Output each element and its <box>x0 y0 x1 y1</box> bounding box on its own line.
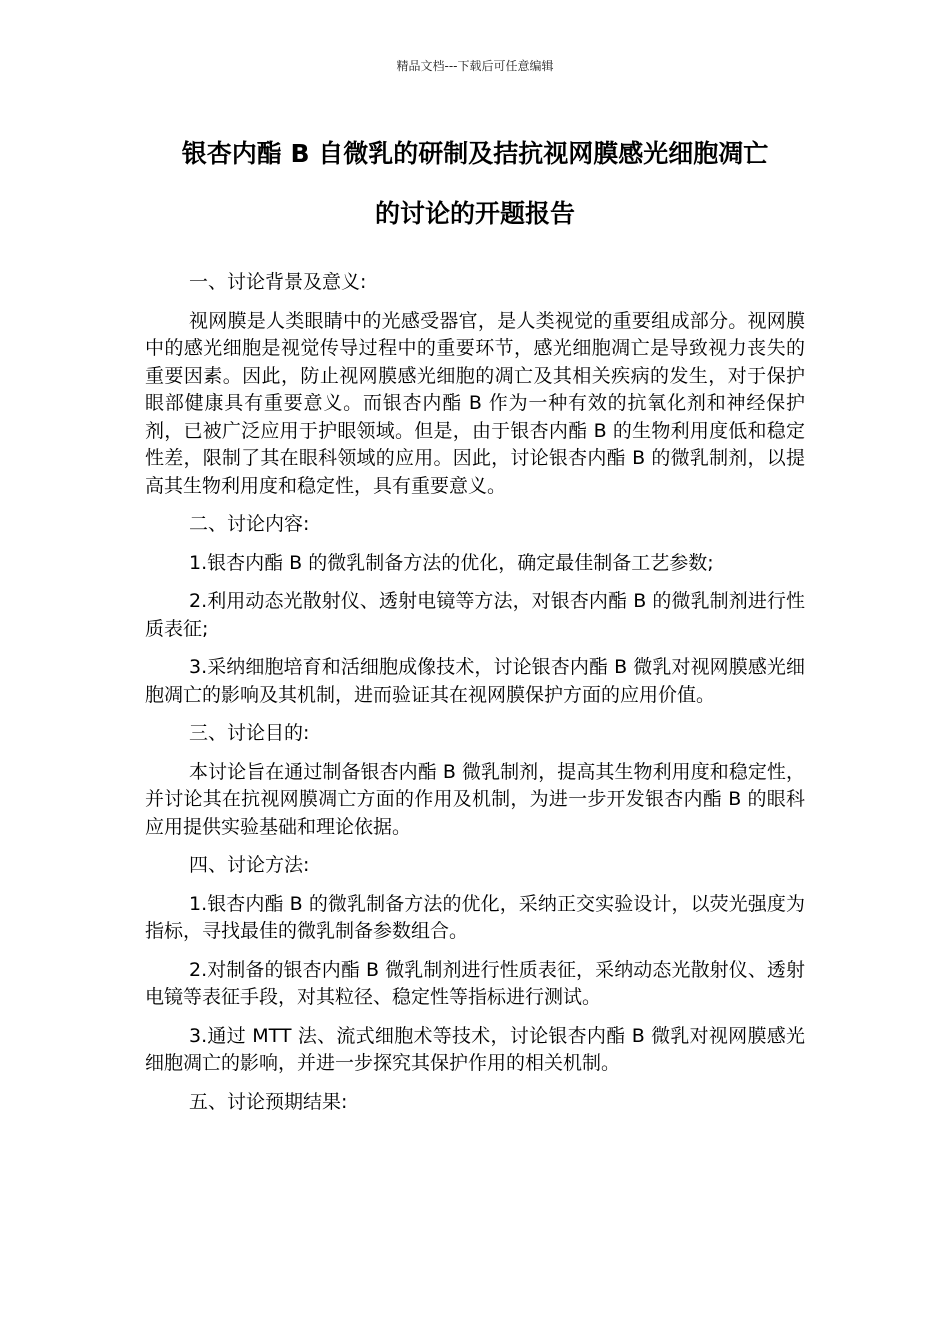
document-body <box>145 269 805 1127</box>
document-title-line-1: 银杏内酯 B 自微乳的研制及拮抗视网膜感光细胞凋亡 <box>181 139 769 168</box>
paragraph-purpose: 本讨论旨在通过制备银杏内酯 B 微乳制剂，提高其生物利用度和稳定性，并讨论其在抗视网膜凋亡方面的作用及机制，为进一步开发银杏内酯 B 的眼科应用提供实验基础和理论依据。 <box>145 760 805 838</box>
method-item-3: 3.通过 MTT 法、流式细胞术等技术，讨论银杏内酯 B 微乳对视网膜感光细胞凋亡的影响，并进一步探究其保护作用的相关机制。 <box>145 1024 805 1074</box>
document-title <box>120 124 830 244</box>
paragraph-background: 视网膜是人类眼睛中的光感受器官，是人类视觉的重要组成部分。视网膜中的感光细胞是视觉传导过程中的重要环节，感光细胞凋亡是导致视力丧失的重要因素。因此，防止视网膜感光细胞的凋亡及其相关疾病的发生，对于保护眼部健康具有重要意义。而银杏内酯 B 作为一种有效的抗氧化剂和神经保护剂，已被广泛应用于护眼领域。但是，由于银杏内酯 B 的生物利用度低和稳定性差，限制了其在眼科领域的应用。因此，讨论银杏内酯 B 的微乳制剂，以提高其生物利用度和稳定性，具有重要意义。 <box>145 309 805 497</box>
page-header: 精品文档---下载后可任意编辑 <box>396 59 554 73</box>
section-heading-background: 一、讨论背景及意义: <box>189 271 367 293</box>
content-item-1: 1.银杏内酯 B 的微乳制备方法的优化，确定最佳制备工艺参数; <box>189 551 714 574</box>
section-heading-content: 二、讨论内容: <box>189 513 310 535</box>
method-item-1: 1.银杏内酯 B 的微乳制备方法的优化，采纳正交实验设计，以荧光强度为指标，寻找最佳的微乳制备参数组合。 <box>145 892 805 942</box>
section-heading-purpose: 三、讨论目的: <box>189 722 310 744</box>
content-item-3: 3.采纳细胞培育和活细胞成像技术，讨论银杏内酯 B 微乳对视网膜感光细胞凋亡的影响及其机制，进而验证其在视网膜保护方面的应用价值。 <box>145 656 805 706</box>
section-heading-methods: 四、讨论方法: <box>189 854 310 876</box>
document-title-line-2: 的讨论的开题报告 <box>374 199 575 228</box>
method-item-2: 2.对制备的银杏内酯 B 微乳制剂进行性质表征，采纳动态光散射仪、透射电镜等表征手段，对其粒径、稳定性等指标进行测试。 <box>145 958 805 1008</box>
section-heading-expected-results: 五、讨论预期结果: <box>189 1090 348 1113</box>
content-item-2: 2.利用动态光散射仪、透射电镜等方法，对银杏内酯 B 的微乳制剂进行性质表征; <box>145 590 805 640</box>
